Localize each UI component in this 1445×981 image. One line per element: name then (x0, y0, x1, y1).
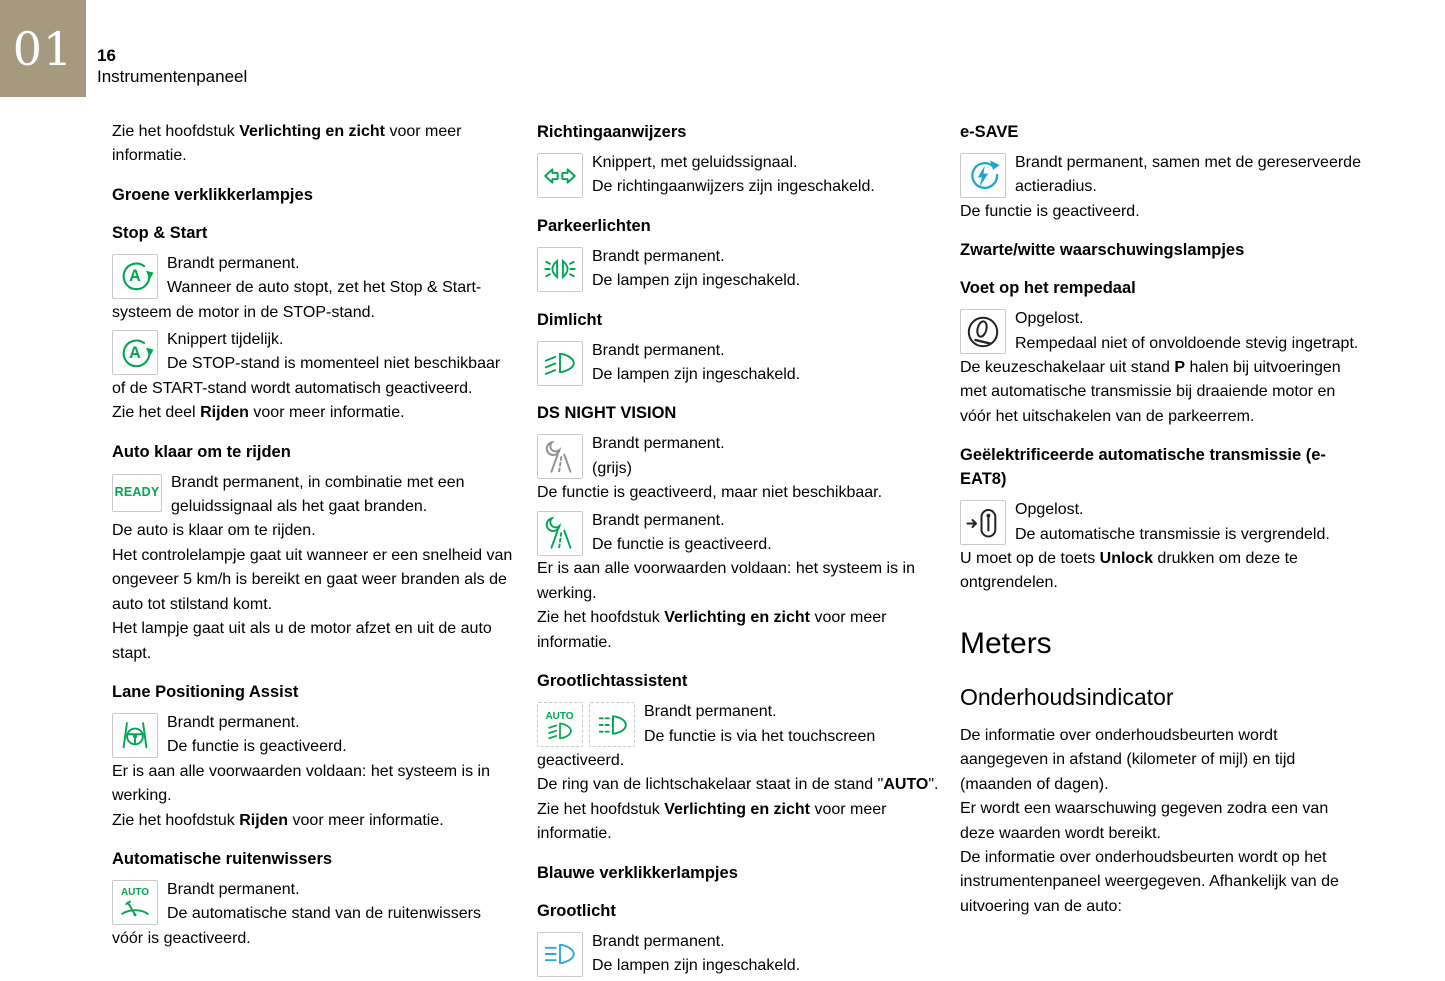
text-line: Brandt permanent. (592, 247, 725, 265)
text-line: De functie is via het touchscreen geactiveerd. (537, 727, 876, 769)
column-left (112, 120, 516, 954)
text-line (537, 773, 941, 797)
svg-text:A: A (129, 343, 141, 362)
text-line: Opgelost. (1015, 501, 1084, 519)
heading-e-eat8: Geëlektrificeerde automatische transmissie (e-EAT8) (960, 446, 1326, 489)
heading-parkeerlichten: Parkeerlichten (537, 216, 651, 235)
text-run: Zie het hoofdstuk (112, 811, 240, 829)
text-line: Knippert, met geluidssignaal. (592, 154, 798, 171)
text-line: Brandt permanent. (592, 932, 725, 950)
text-line: Rempedaal niet of onvoldoende stevig ingetrapt. (1015, 334, 1359, 352)
text-line (960, 356, 1364, 429)
text-line: De functie is geactiveerd. (592, 536, 772, 554)
text-run: U moet op de toets (960, 550, 1100, 568)
text-line: (grijs) (592, 459, 632, 477)
text-run: Zie het hoofdstuk (537, 609, 665, 627)
low-beam-icon (537, 341, 583, 386)
text-run: voor meer informatie. (248, 404, 405, 422)
heading-blauwe-verklikkerlampjes: Blauwe verklikkerlampjes (537, 863, 738, 882)
heading-grootlicht: Grootlicht (537, 901, 616, 920)
text-run: Zie het hoofdstuk (112, 123, 240, 140)
chapter-tab (0, 0, 86, 97)
text-line: Knippert tijdelijk. (167, 331, 284, 349)
auto-wipers-icon-label: AUTO (120, 887, 150, 899)
night-vision-gray-block (537, 432, 941, 505)
text-line: Brandt permanent. (167, 713, 300, 731)
e-save-block (960, 151, 1364, 224)
text-line (960, 547, 1364, 596)
auto-wipers-icon (112, 880, 158, 925)
bold-run: AUTO (883, 776, 929, 794)
heading-richtingaanwijzers: Richtingaanwijzers (537, 123, 687, 141)
night-vision-green-block (537, 509, 941, 655)
high-beam-assist-icon-label: AUTO (545, 710, 574, 722)
text-line: De automatische stand van de ruitenwissers vóór is geactiveerd. (112, 905, 481, 947)
turn-signals-icon (537, 153, 583, 198)
heading-lane-positioning-assist: Lane Positioning Assist (112, 682, 299, 701)
high-beam-assist-block (537, 700, 941, 846)
text-line: De functie is geactiveerd. (960, 202, 1140, 220)
text-line: Het lampje gaat uit als u de motor afzet en uit de auto stapt. (112, 620, 492, 662)
text-line: Het controlelampje gaat uit wanneer er een snelheid van ongeveer 5 km/h is bereikt en gaat weer branden als de auto tot stilstand komt. (112, 546, 513, 613)
heading-grootlichtassistent: Grootlichtassistent (537, 672, 688, 691)
column-middle (537, 120, 941, 981)
text-line (537, 798, 941, 847)
heading-groene-verklikkerlampjes: Groene verklikkerlampjes (112, 185, 313, 204)
text-line: Wanneer de auto stopt, zet het Stop & Start-systeem de motor in de STOP-stand. (112, 279, 482, 321)
text-line: Er is aan alle voorwaarden voldaan: het systeem is in werking. (112, 762, 490, 805)
heading-onderhoudsindicator: Onderhoudsindicator (960, 683, 1174, 710)
lane-positioning-assist-icon (112, 713, 158, 758)
stop-start-icon (112, 330, 158, 375)
text-line: De lampen zijn ingeschakeld. (592, 956, 801, 974)
text-line: De auto is klaar om te rijden. (112, 522, 316, 540)
section-title: Instrumentenpaneel (97, 67, 248, 86)
chapter-number: 01 (12, 21, 74, 76)
text-line (112, 809, 516, 833)
parking-lights-icon (537, 247, 583, 292)
text-line: Opgelost. (1015, 310, 1084, 328)
e-eat8-block (960, 498, 1364, 596)
text-line: De STOP-stand is momenteel niet beschikbaar of de START-stand wordt automatisch geactiveerd. (112, 355, 501, 397)
text-line (537, 606, 941, 655)
ready-label: READY (114, 485, 160, 500)
svg-text:A: A (129, 267, 141, 286)
text-line: Brandt permanent. (167, 880, 300, 898)
heading-automatische-ruitenwissers: Automatische ruitenwissers (112, 849, 333, 868)
text-line: Brandt permanent, samen met de gereserveerde actieradius. (1015, 154, 1361, 196)
bold-run: Rijden (200, 404, 249, 422)
stop-start-on-block (112, 252, 516, 325)
heading-stop-start: Stop & Start (112, 223, 208, 242)
e-save-icon (960, 153, 1006, 198)
lane-assist-block (112, 711, 516, 833)
night-vision-gray-icon (537, 434, 583, 479)
text-run: De keuzeschakelaar uit stand (960, 359, 1175, 377)
text-run: ". (928, 776, 939, 794)
text-run: voor meer informatie. (288, 811, 444, 829)
heading-e-save: e-SAVE (960, 123, 1019, 141)
text-run: drukken om deze te ontgrendelen. (960, 550, 1298, 592)
stop-start-icon (112, 254, 158, 299)
column-right (960, 120, 1364, 919)
auto-wipers-block (112, 878, 516, 951)
bold-run: Verlichting en zicht (664, 800, 810, 818)
high-beam-assist-beam-icon (589, 702, 635, 747)
text-line: De informatie over onderhoudsbeurten wordt aangegeven in afstand (kilometer of mijl) en tijd (maanden of dagen). (960, 726, 1296, 793)
text-line: De lampen zijn ingeschakeld. (592, 272, 801, 290)
bold-run: Rijden (239, 811, 289, 829)
bold-run: Unlock (1099, 550, 1153, 568)
stop-start-blinking-block (112, 328, 516, 426)
low-beam-block (537, 339, 941, 388)
bold-run: Verlichting en zicht (239, 123, 385, 140)
high-beam-block (537, 930, 941, 979)
text-line: De functie is geactiveerd. (167, 738, 347, 756)
heading-ds-night-vision: DS NIGHT VISION (537, 404, 677, 423)
bold-run: Verlichting en zicht (664, 609, 810, 627)
text-line: Brandt permanent. (592, 511, 725, 529)
ready-icon (112, 474, 162, 512)
text-run: De ring van de lichtschakelaar staat in de stand " (537, 776, 884, 794)
parking-lights-block (537, 245, 941, 294)
heading-auto-klaar: Auto klaar om te rijden (112, 442, 291, 461)
high-beam-assist-auto-icon (537, 702, 583, 747)
text-run: voor meer informatie. (537, 609, 887, 651)
intro-paragraph (112, 120, 516, 169)
text-run: voor meer informatie. (112, 123, 462, 165)
text-run: Zie het hoofdstuk (537, 800, 665, 818)
high-beam-icon (537, 932, 583, 977)
text-line: De lampen zijn ingeschakeld. (592, 366, 801, 384)
text-line: De informatie over onderhoudsbeurten wordt op het instrumentenpaneel weergegeven. Afhankelijk van de uitvoering van de auto: (960, 848, 1339, 915)
text-run: halen bij uitvoeringen met automatische transmissie bij draaiende motor en vóór het uitschakelen van de parkeerrem. (960, 359, 1341, 425)
text-line: De automatische transmissie is vergrendeld. (1015, 525, 1330, 543)
text-line: De richtingaanwijzers zijn ingeschakeld. (592, 178, 875, 196)
brake-pedal-block (960, 307, 1364, 429)
heading-zwarte-witte-waarschuwingslampjes: Zwarte/witte waarschuwingslampjes (960, 241, 1245, 260)
heading-meters: Meters (960, 626, 1052, 660)
bold-run: P (1174, 359, 1186, 377)
e-eat8-shifter-icon (960, 500, 1006, 545)
text-line: Brandt permanent. (592, 341, 725, 359)
text-line: Er is aan alle voorwaarden voldaan: het systeem is in werking. (537, 560, 915, 602)
text-run: Zie het deel (112, 404, 201, 422)
text-line: Er wordt een waarschuwing gegeven zodra een van deze waarden wordt bereikt. (960, 800, 1329, 842)
night-vision-green-icon (537, 511, 583, 556)
turn-signals-block (537, 151, 941, 200)
ready-block (112, 471, 516, 666)
text-line: Brandt permanent. (592, 435, 725, 453)
heading-voet-op-het-rempedaal: Voet op het rempedaal (960, 279, 1136, 298)
brake-pedal-icon (960, 309, 1006, 354)
text-line: Brandt permanent, in combinatie met een geluidssignaal als het gaat branden. (171, 473, 465, 516)
text-line (112, 401, 516, 425)
text-line: Brandt permanent. (167, 254, 300, 272)
page-number: 16 (97, 46, 116, 65)
text-line: De functie is geactiveerd, maar niet beschikbaar. (537, 484, 883, 502)
text-run: voor meer informatie. (537, 800, 887, 843)
text-line: Brandt permanent. (644, 703, 777, 721)
heading-dimlicht: Dimlicht (537, 310, 603, 329)
